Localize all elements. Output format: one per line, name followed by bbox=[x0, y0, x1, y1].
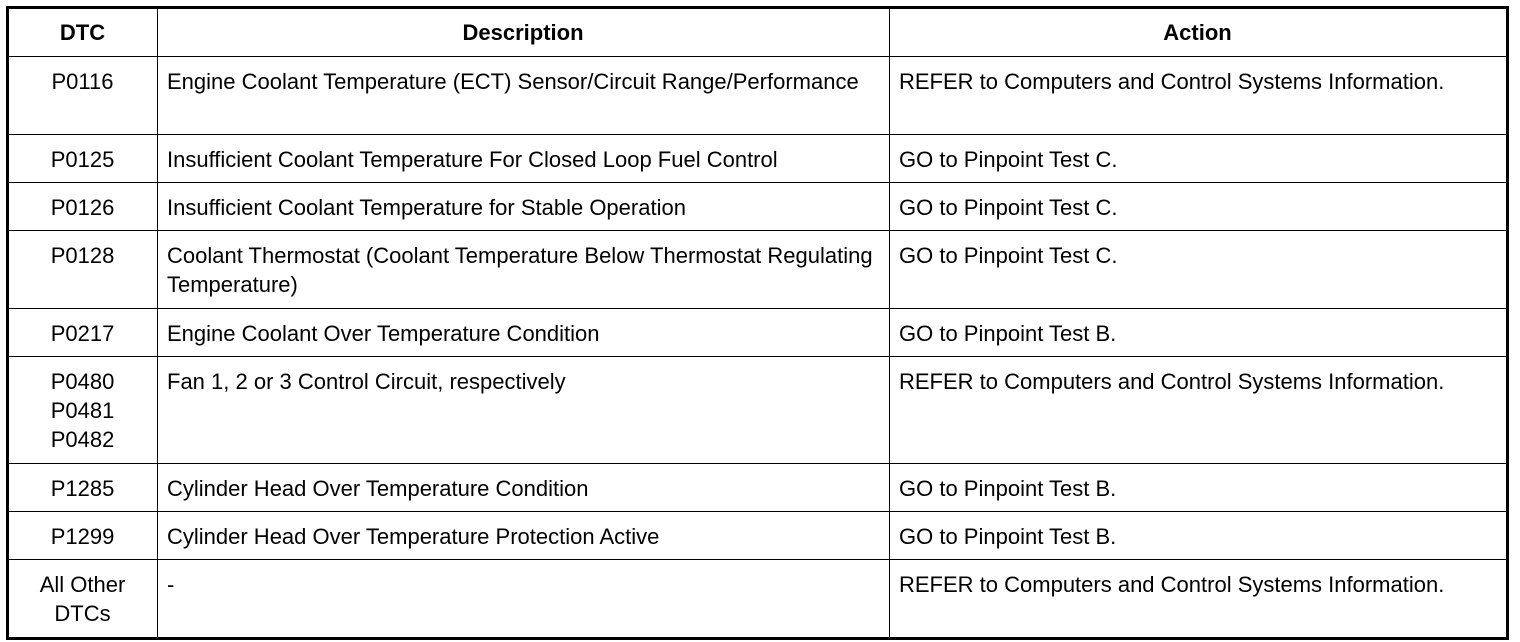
action-cell: REFER to Computers and Control Systems Information. bbox=[890, 560, 1508, 639]
dtc-code-cell: P0126 bbox=[8, 183, 158, 231]
dtc-code-cell: P0217 bbox=[8, 309, 158, 357]
action-cell: REFER to Computers and Control Systems Information. bbox=[890, 57, 1508, 135]
dtc-code-cell: P1299 bbox=[8, 512, 158, 560]
description-cell: Cylinder Head Over Temperature Protection Active bbox=[158, 512, 890, 560]
description-cell: Cylinder Head Over Temperature Condition bbox=[158, 464, 890, 512]
column-header-action: Action bbox=[890, 8, 1508, 57]
action-cell: GO to Pinpoint Test C. bbox=[890, 231, 1508, 309]
dtc-table bbox=[6, 6, 1509, 640]
column-header-description: Description bbox=[158, 8, 890, 57]
table-row bbox=[8, 560, 1508, 639]
table-row bbox=[8, 231, 1508, 309]
column-header-dtc: DTC bbox=[8, 8, 158, 57]
table-row bbox=[8, 183, 1508, 231]
table-row bbox=[8, 135, 1508, 183]
action-cell: GO to Pinpoint Test C. bbox=[890, 135, 1508, 183]
action-cell: GO to Pinpoint Test C. bbox=[890, 183, 1508, 231]
action-cell: GO to Pinpoint Test B. bbox=[890, 512, 1508, 560]
table-row bbox=[8, 357, 1508, 464]
description-cell: Engine Coolant Temperature (ECT) Sensor/Circuit Range/Performance bbox=[158, 57, 890, 135]
dtc-code-cell: P0480 P0481 P0482 bbox=[8, 357, 158, 464]
action-cell: REFER to Computers and Control Systems Information. bbox=[890, 357, 1508, 464]
table-row bbox=[8, 57, 1508, 135]
description-cell: Insufficient Coolant Temperature For Closed Loop Fuel Control bbox=[158, 135, 890, 183]
dtc-code-cell: All Other DTCs bbox=[8, 560, 158, 639]
dtc-code-cell: P1285 bbox=[8, 464, 158, 512]
description-cell: - bbox=[158, 560, 890, 639]
action-cell: GO to Pinpoint Test B. bbox=[890, 309, 1508, 357]
table-row bbox=[8, 464, 1508, 512]
description-cell: Insufficient Coolant Temperature for Stable Operation bbox=[158, 183, 890, 231]
dtc-code-cell: P0116 bbox=[8, 57, 158, 135]
table-row bbox=[8, 512, 1508, 560]
description-cell: Engine Coolant Over Temperature Condition bbox=[158, 309, 890, 357]
table-row bbox=[8, 309, 1508, 357]
action-cell: GO to Pinpoint Test B. bbox=[890, 464, 1508, 512]
dtc-code-cell: P0128 bbox=[8, 231, 158, 309]
description-cell: Coolant Thermostat (Coolant Temperature Below Thermostat Regulating Temperature) bbox=[158, 231, 890, 309]
description-cell: Fan 1, 2 or 3 Control Circuit, respectively bbox=[158, 357, 890, 464]
dtc-code-cell: P0125 bbox=[8, 135, 158, 183]
table-header-row bbox=[8, 8, 1508, 57]
